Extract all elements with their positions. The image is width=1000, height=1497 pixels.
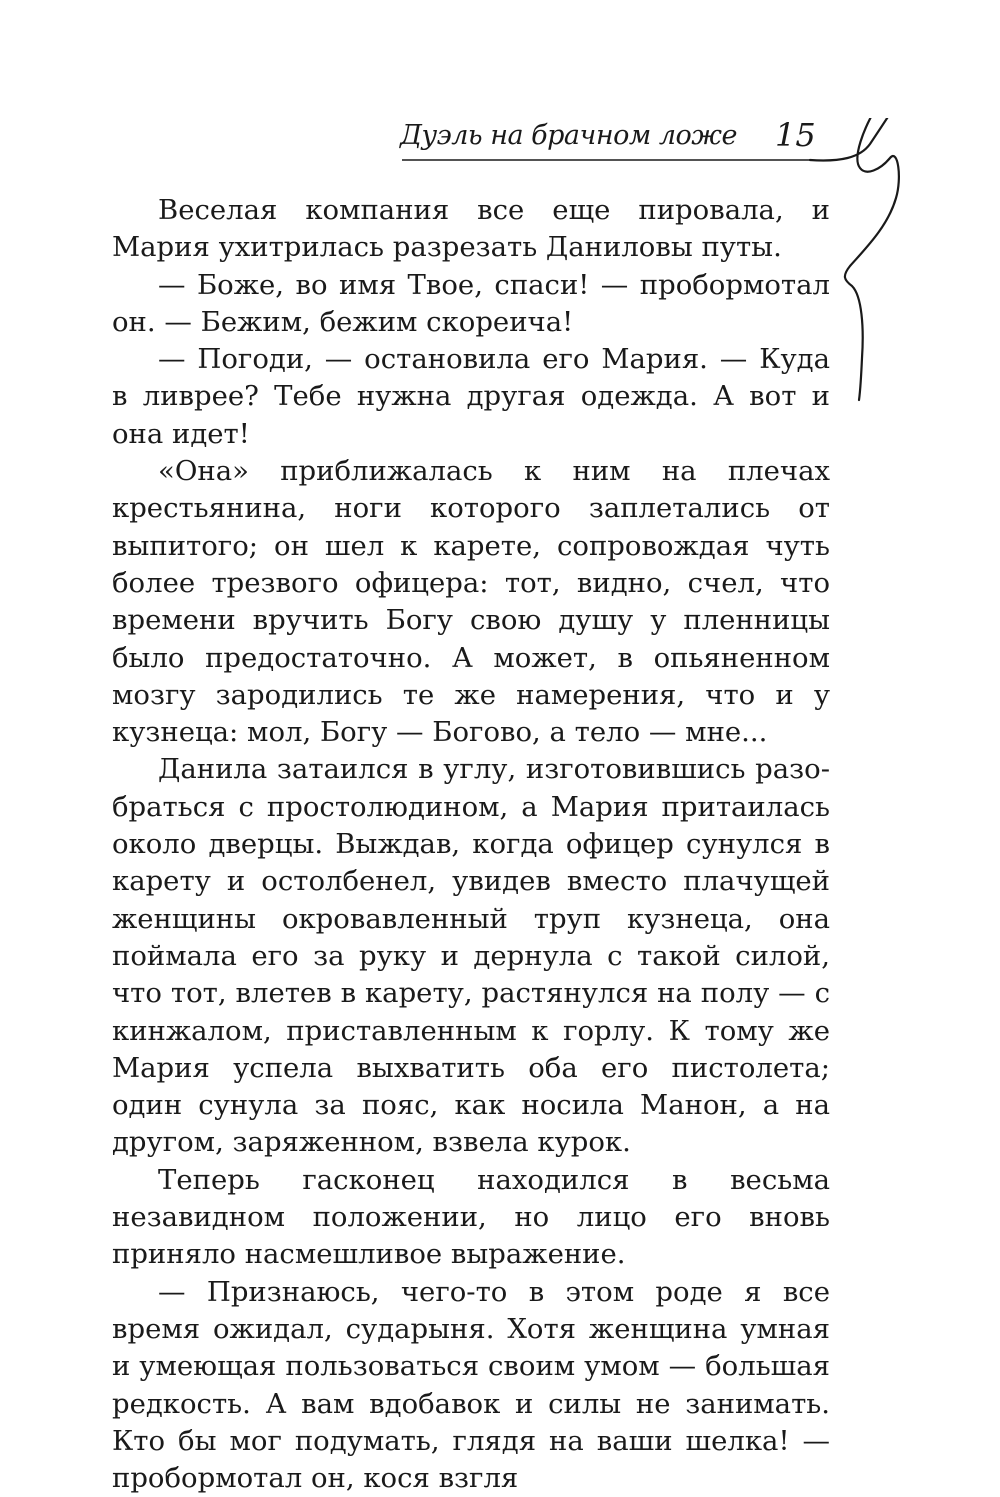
body-text xyxy=(112,192,830,1497)
paragraph: Данила затаился в углу, изготовившись разобраться с простолюдином, а Мария притаилась около дверцы. Выждав, когда офицер сунулся в карету и остолбенел, увидев вместо плачущей женщины окровавленный труп кузнеца, она поймала его за руку и дернула с такой силой, что тот, влетев в карету, растянулся на полу — с кинжалом, приставленным к горлу. К тому же Мария успела выхватить оба его пистолета; один сунула за пояс, как носила Манон, а на другом, заряженном, взвела курок. xyxy=(112,753,830,1159)
running-title: Дуэль на брачном ложе xyxy=(400,120,737,151)
paragraph: Веселая компания все еще пировала, и Мария ухитрилась разрезать Даниловы путы. xyxy=(112,194,830,264)
paragraph: — Признаюсь, чего-то в этом роде я все время ожидал, сударыня. Хотя женщина умная и умеющая пользоваться своим умом — большая редкость. А вам вдобавок и силы не занимать. Кто бы мог подумать, глядя на ваши шелка! — пробормотал он, кося взгля xyxy=(112,1275,830,1495)
running-head xyxy=(390,118,840,168)
paragraph: Теперь гасконец находился в весьма незавидном положении, но лицо его вновь приняло насмешливое выражение. xyxy=(112,1163,830,1271)
page-number: 15 xyxy=(775,116,816,154)
paragraph: «Она» приближалась к ним на плечах крестьянина, ноги которого заплетались от выпитого; он шел к карете, сопровождая чуть более трезвого офицера: тот, видно, счел, что времени вручить Богу свою душу у пленницы было предостаточно. А может, в опьяненном мозгу зародились те же намерения, что и у кузнеца: мол, Богу — Богово, а тело — мне... xyxy=(112,455,830,749)
paragraph: — Боже, во имя Твое, спаси! — пробормотал он. — Бежим, бежим скореича! xyxy=(112,268,830,338)
paragraph: — Погоди, — остановила его Мария. — Куда в ливрее? Тебе нужна другая одежда. А вот и она идет! xyxy=(112,343,830,450)
